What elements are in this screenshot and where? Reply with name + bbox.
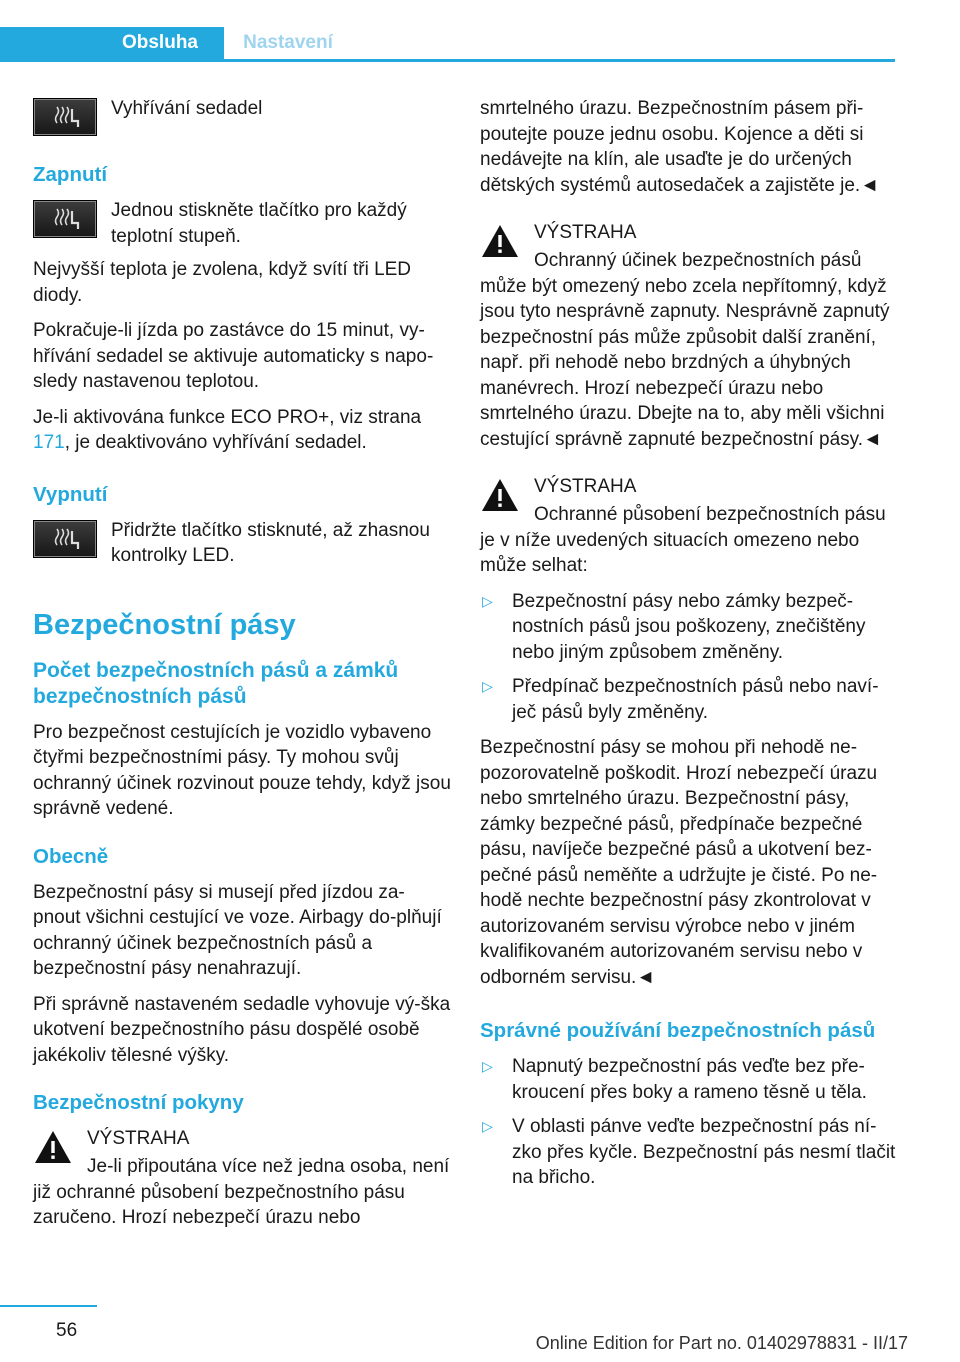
right-column [480, 96, 898, 1201]
list-item [480, 589, 898, 666]
warning1-text: Je-li připoutána více než jedna osoba, není již ochranné působení bezpečnostního pásu zaručeno. Hrozí nebezpečí úrazu nebo [33, 1156, 450, 1228]
belts-title: Bezpečnostní pásy [33, 608, 296, 641]
warning3-title: VÝSTRAHA [534, 476, 637, 497]
usage-list [480, 1054, 898, 1191]
page-link-171[interactable]: 171 [33, 432, 65, 453]
header-rule [0, 59, 895, 62]
triangle-bullet-icon: ▷ [482, 592, 493, 609]
obecne-p1: Bezpečnostní pásy si musejí před jízdou za‐pnout všichni cestující ve voze. Airbagy do‐plňují ochranný účinek bezpečnostních pásů a bezpečnostní pásy nenahrazují. [33, 881, 442, 979]
obecne-p2: Při správně nastaveném sedadle vyhovuje vý‐ška ukotvení bezpečnostního pásu dospělé osobě jakékoliv tělesné výšky. [33, 993, 451, 1066]
warning2-text: Ochranný účinek bezpečnostních pásů může být omezený nebo zcela nepřítomný, když jsou tyto nesprávně zapnuty. Nesprávně zapnutý bezpečnostní pás může způsobit další zranění, např. při nehodě nebo brzdných a úhybných manévrech. Hrozí nebezpečí úrazu nebo smrtelného úrazu. Dbejte na to, aby měli všichni cestující správně zapnuté bezpečnostní pásy.◄ [480, 250, 890, 450]
list-item [480, 674, 898, 725]
warning3-after: Bezpečnostní pásy se mohou při nehodě ne‐pozorovatelně poškodit. Hrozí nebezpečí úrazu nebo smrtelného úrazu. Bezpečnostní pásy, zámky bezpečné pásů, předpínače bezpečné pásu, navíječe bezpečné pásů a ukotvení bez‐pečné pásů neměňte a udržujte je čisté. Po ne‐hodě nechte bezpečnostní pásy zkontrolovat v autorizovaném servisu výrobce nebo v jiném kvalifikovaném autorizovaném servisu nebo v odborném servisu.◄ [480, 737, 878, 988]
edition-note: Online Edition for Part no. 01402978831 - II/17 [535, 1333, 908, 1353]
zapnuti-p1: Nejvyšší teplota je zvolena, když svítí tři LED diody. [33, 259, 412, 306]
count-heading: Počet bezpečnostních pásů a zámků bezpečnostních pásů [33, 658, 399, 708]
warning-triangle-icon [33, 1128, 73, 1166]
warning1-title: VÝSTRAHA [87, 1128, 190, 1149]
pokyny-heading: Bezpečnostní pokyny [33, 1091, 244, 1114]
tab-nastaveni[interactable]: Nastavení [243, 32, 333, 53]
vypnuti-icon-text: Přidržte tlačítko stisknuté, až zhasnou kontrolky LED. [111, 519, 430, 566]
list-item-text: Předpínač bezpečnostních pásů nebo naví‐ječ pásů byly změněny. [512, 676, 879, 723]
count-text: Pro bezpečnost cestujících je vozidlo vybaveno čtyřmi bezpečnostními pásy. Ty mohou svůj ochranný účinek rozvinout pouze tehdy, když jsou správně vedené. [33, 721, 451, 819]
warning1-continued: smrtelného úrazu. Bezpečnostním pásem při‐poutejte pouze jednu osobu. Kojence a děti si nedávejte na klín, ale usaďte je do určených dětských systémů autosedaček a zajistěte je.◄ [480, 98, 879, 196]
vypnuti-icon-row [33, 518, 451, 569]
tab-obsluha[interactable]: Obsluha [96, 27, 224, 59]
warning-triangle-icon [480, 222, 520, 260]
footer-rule [0, 1305, 97, 1307]
seat-heating-button-icon [33, 98, 97, 136]
header-bar [0, 0, 960, 62]
usage-heading: Správné používání bezpečnostních pásů [480, 1019, 876, 1042]
triangle-bullet-icon: ▷ [482, 1058, 493, 1074]
list-item [480, 1114, 898, 1191]
warning-triangle-icon [480, 476, 520, 514]
vypnuti-heading: Vypnutí [33, 482, 108, 506]
zapnuti-p3-after: , je deaktivováno vyhřívání sedadel. [64, 432, 367, 453]
triangle-bullet-icon: ▷ [482, 678, 493, 694]
zapnuti-heading: Zapnutí [33, 163, 108, 186]
obecne-heading: Obecně [33, 844, 109, 868]
triangle-bullet-icon: ▷ [482, 1118, 493, 1134]
seat-heating-button-icon [33, 200, 97, 238]
zapnuti-icon-row [33, 198, 451, 249]
zapnuti-icon-text: Jednou stiskněte tlačítko pro každý teplotní stupeň. [111, 200, 407, 247]
list-item-text: V oblasti pánve veďte bezpečnostní pás ní‐zko přes kyčle. Bezpečnostní pás nesmí tlačit na břicho. [512, 1116, 896, 1188]
zapnuti-p2: Pokračuje-li jízda po zastávce do 15 minut, vy‐hřívání sedadel se aktivuje automaticky s napo‐sledy nastavenou teplotou. [33, 320, 434, 392]
list-item-text: Bezpečnostní pásy nebo zámky bezpeč‐nostních pásů jsou poškozeny, znečištěny nebo jiným způsobem změněny. [512, 590, 866, 663]
warning3-text: Ochranné působení bezpečnostních pásu je v níže uvedených situacích omezeno nebo může selhat: [480, 504, 886, 576]
warning3-list [480, 589, 898, 726]
page-number: 56 [56, 1320, 78, 1341]
left-column [33, 96, 451, 1241]
header-strip [0, 27, 96, 59]
seat-heating-intro [33, 96, 451, 136]
zapnuti-p3-before: Je-li aktivována funkce ECO PRO+, viz strana [33, 406, 422, 428]
list-item [480, 1054, 898, 1105]
warning2-title: VÝSTRAHA [534, 222, 637, 243]
list-item-text: Napnutý bezpečnostní pás veďte bez pře‐kroucení přes boky a rameno těsně u těla. [512, 1056, 867, 1103]
seat-heating-label: Vyhřívání sedadel [111, 98, 263, 119]
seat-heating-button-icon [33, 520, 97, 558]
zapnuti-p3 [33, 405, 451, 456]
